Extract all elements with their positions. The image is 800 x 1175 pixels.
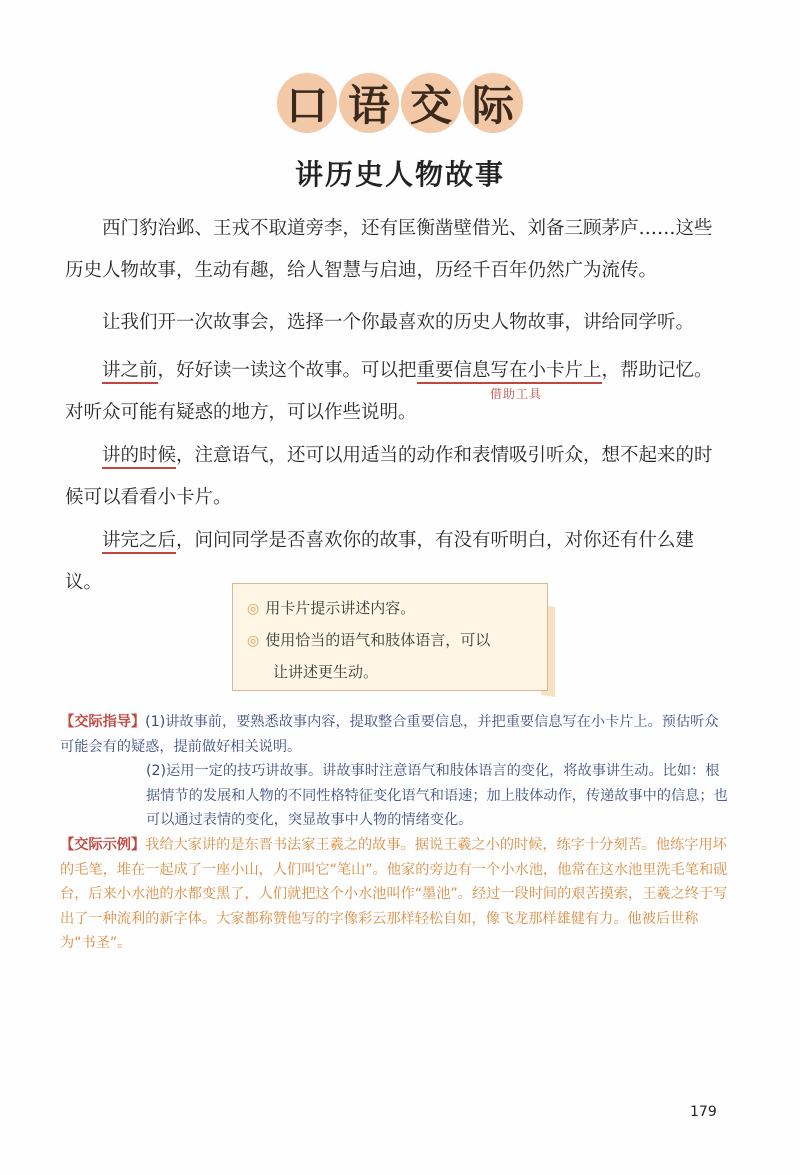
before-paragraph: 讲之前，好好读一读这个故事。可以把重要信息写在小卡片上，帮助记忆。对听众可能有疑惑的地方，可以作些说明。 [65, 360, 713, 423]
bullet-icon: ◎ [247, 601, 260, 617]
title-char: 语 [339, 73, 399, 133]
task-paragraph: 让我们开一次故事会，选择一个你最喜欢的历史人物故事，讲给同学听。 [102, 312, 695, 333]
communication-guide: 【交际指导】(1)讲故事前，要熟悉故事内容，提取整合重要信息，并把重要信息写在小卡片上。预估听众可能会有的疑惑，提前做好相关说明。 (2)运用一定的技巧讲故事。讲故事时注意语气和肢体语言的变化，将故事讲生动。比如：根据情节的发展和人物的不同性格特征变化语气和语速；加上肢体动作，传递故事中的信息；也可以通过表情的变化，突显故事中人物的情绪变化。 [60, 714, 728, 828]
underlined-phrase: 重要信息写在小卡片上 [417, 360, 602, 384]
after-paragraph: 讲完之后，问问同学是否喜欢你的故事，有没有听明白，对你还有什么建议。 [65, 530, 695, 593]
example-tag: 【交际示例】 [60, 837, 146, 853]
tip-item: ◎ 使用恰当的语气和肢体语言，可以 [247, 631, 491, 649]
communication-example: 【交际示例】我给大家讲的是东晋书法家王羲之的故事。据说王羲之小的时候，练字十分刻苦。他练字用坏的毛笔，堆在一起成了一座小山，人们叫它“笔山”。他家的旁边有一个小水池，他常在这水池里洗毛笔和砚台，后来小水池的水都变黑了，人们就把这个小水池叫作“墨池”。经过一段时间的艰苦摸索，王羲之终于写出了一种流利的新字体。大家都称赞他写的字像彩云那样轻松自如，像飞龙那样雄健有力。他被后世称为“书圣”。 [60, 837, 728, 951]
tip-item-continued: 让讲述更生动。 [273, 663, 379, 681]
title-char: 际 [463, 73, 523, 133]
tip-card [232, 583, 548, 691]
margin-note: 借助工具 [490, 387, 543, 401]
during-paragraph: 讲的时候，注意语气，还可以用适当的动作和表情吸引听众，想不起来的时候可以看看小卡片。 [65, 445, 713, 508]
page-number: 179 [690, 1104, 717, 1120]
underlined-phrase: 讲之前 [102, 360, 158, 384]
intro-paragraph: 西门豹治邺、王戎不取道旁李，还有匡衡凿壁借光、刘备三顾茅庐……这些历史人物故事，生动有趣，给人智慧与启迪，历经千百年仍然广为流传。 [65, 218, 713, 281]
guide-tag: 【交际指导】 [60, 714, 146, 730]
section-title [0, 73, 800, 133]
title-char: 交 [401, 73, 461, 133]
underlined-phrase: 讲的时候 [102, 445, 176, 469]
bullet-icon: ◎ [247, 633, 260, 649]
tip-item: ◎ 用卡片提示讲述内容。 [247, 599, 416, 617]
title-char: 口 [277, 73, 337, 133]
underlined-phrase: 讲完之后 [102, 530, 176, 554]
lesson-subtitle: 讲历史人物故事 [294, 158, 505, 191]
